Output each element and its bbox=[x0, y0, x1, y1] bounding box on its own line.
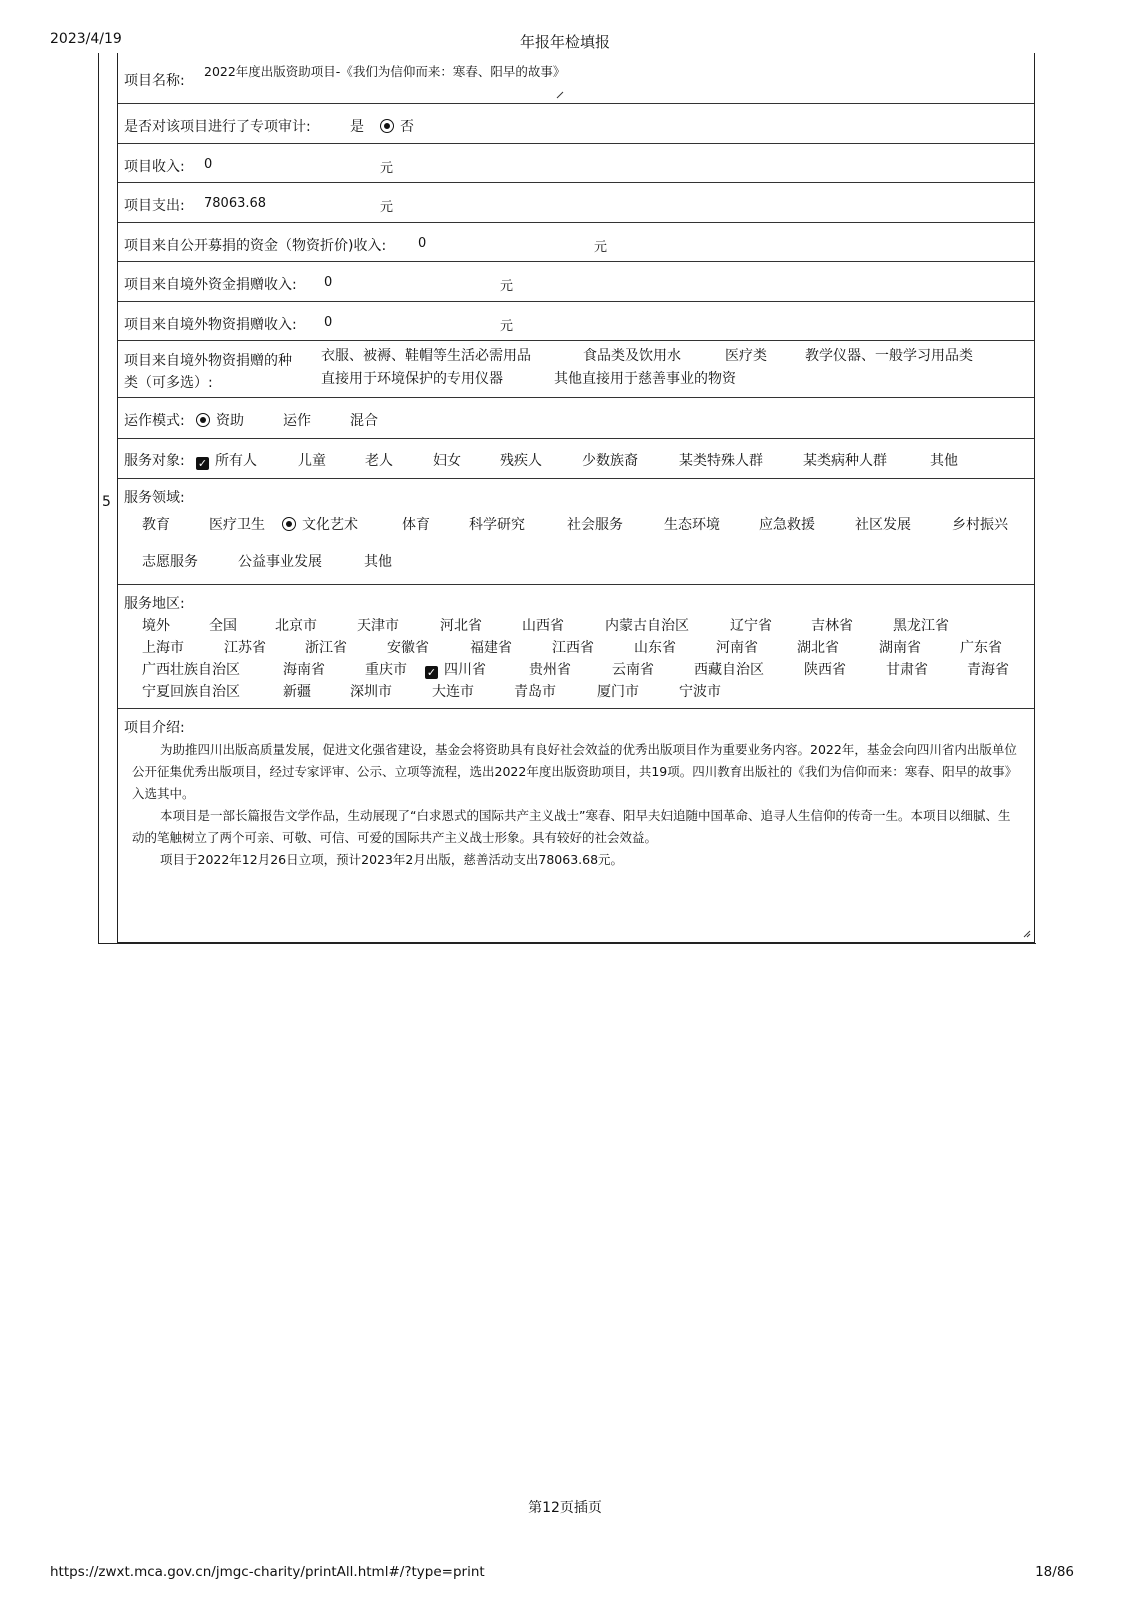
region-option[interactable]: 安徽省 bbox=[387, 640, 429, 656]
region-option[interactable]: 北京市 bbox=[275, 618, 317, 634]
foreign-fund-label: 项目来自境外资金捐赠收入: bbox=[124, 277, 297, 293]
goods-option-daily[interactable]: 衣服、被褥、鞋帽等生活必需用品 bbox=[321, 348, 531, 364]
goods-option-teaching[interactable]: 教学仪器、一般学习用品类 bbox=[805, 348, 973, 364]
region-option[interactable]: 广东省 bbox=[960, 640, 1002, 656]
region-option[interactable]: 福建省 bbox=[470, 640, 512, 656]
page-counter: 18/86 bbox=[1035, 1564, 1074, 1580]
region-option[interactable]: 湖北省 bbox=[797, 640, 839, 656]
income-unit: 元 bbox=[380, 161, 394, 176]
audit-option-no[interactable] bbox=[380, 116, 414, 136]
project-name-field[interactable]: 2022年度出版资助项目-《我们为信仰而来：寒春、阳早的故事》 bbox=[204, 64, 566, 79]
radio-selected-icon bbox=[196, 413, 210, 427]
project-name-row bbox=[118, 53, 1034, 104]
public-fund-unit: 元 bbox=[594, 240, 608, 255]
intro-paragraph-3: 项目于2022年12月26日立项，预计2023年2月出版，慈善活动支出78063.68元。 bbox=[160, 852, 624, 867]
checkbox-checked-icon: ✓ bbox=[426, 666, 437, 679]
income-label: 项目收入: bbox=[124, 159, 185, 175]
region-option[interactable]: 宁波市 bbox=[679, 684, 721, 700]
region-option[interactable]: 云南省 bbox=[612, 662, 654, 678]
region-label: 服务地区: bbox=[124, 596, 185, 612]
region-option[interactable]: 山东省 bbox=[634, 640, 676, 656]
goods-option-environment[interactable]: 直接用于环境保护的专用仪器 bbox=[321, 371, 503, 387]
mode-row bbox=[118, 398, 1034, 439]
target-option-minority[interactable]: 少数族裔 bbox=[582, 453, 638, 469]
region-option[interactable]: 辽宁省 bbox=[730, 618, 772, 634]
region-option[interactable]: 大连市 bbox=[432, 684, 474, 700]
intro-paragraph-2: 本项目是一部长篇报告文学作品，生动展现了“白求恩式的国际共产主义战士”寒春、阳早夫妇追随中国革命、追寻人生信仰的传奇一生。本项目以细腻、生动的笔触树立了两个可亲、可敬、可信、可爱的国际共产主义战士形象。具有较好的社会效益。 bbox=[132, 808, 1011, 845]
resize-handle-icon[interactable] bbox=[556, 91, 564, 99]
goods-types-row bbox=[118, 341, 1034, 398]
target-option-children[interactable]: 儿童 bbox=[298, 453, 326, 469]
target-option-special-group[interactable]: 某类特殊人群 bbox=[679, 453, 763, 469]
region-option[interactable]: 新疆 bbox=[283, 684, 311, 700]
field-option-emergency[interactable]: 应急救援 bbox=[759, 517, 815, 533]
income-row bbox=[118, 144, 1034, 183]
audit-option-no-label: 否 bbox=[400, 119, 414, 135]
region-option[interactable]: 黑龙江省 bbox=[893, 618, 949, 634]
region-option[interactable]: 内蒙古自治区 bbox=[605, 618, 689, 634]
checkbox-checked-icon: ✓ bbox=[197, 457, 208, 470]
intro-label: 项目介绍: bbox=[124, 720, 185, 736]
field-option-other[interactable]: 其他 bbox=[364, 554, 392, 570]
intro-row bbox=[118, 709, 1034, 942]
target-option-all[interactable] bbox=[196, 450, 257, 470]
field-row bbox=[118, 479, 1034, 585]
region-option[interactable]: 全国 bbox=[209, 618, 237, 634]
goods-types-label-2: 类（可多选）: bbox=[124, 375, 213, 391]
field-option-health[interactable]: 医疗卫生 bbox=[209, 517, 265, 533]
region-option[interactable]: 贵州省 bbox=[529, 662, 571, 678]
region-option[interactable]: 江西省 bbox=[552, 640, 594, 656]
field-option-sports[interactable]: 体育 bbox=[402, 517, 430, 533]
page-insert-note: 第12页插页 bbox=[528, 1500, 602, 1516]
goods-option-other[interactable]: 其他直接用于慈善事业的物资 bbox=[554, 371, 736, 387]
target-row bbox=[118, 439, 1034, 479]
field-option-social[interactable]: 社会服务 bbox=[567, 517, 623, 533]
radio-selected-icon bbox=[380, 119, 394, 133]
field-option-education[interactable]: 教育 bbox=[142, 517, 170, 533]
mode-option-fund[interactable] bbox=[196, 410, 244, 430]
region-option[interactable]: 湖南省 bbox=[879, 640, 921, 656]
foreign-fund-row bbox=[118, 262, 1034, 302]
target-option-all-label: 所有人 bbox=[215, 453, 257, 469]
foreign-goods-unit: 元 bbox=[500, 319, 514, 334]
region-option[interactable]: 西藏自治区 bbox=[694, 662, 764, 678]
region-option[interactable]: 重庆市 bbox=[365, 662, 407, 678]
target-option-disabled[interactable]: 残疾人 bbox=[500, 453, 542, 469]
foreign-goods-field[interactable]: 0 bbox=[324, 315, 333, 330]
expense-row bbox=[118, 183, 1034, 223]
expense-label: 项目支出: bbox=[124, 198, 185, 214]
mode-option-operate[interactable]: 运作 bbox=[283, 413, 311, 429]
region-option-sichuan-label: 四川省 bbox=[444, 662, 486, 678]
region-option[interactable]: 陕西省 bbox=[804, 662, 846, 678]
region-option[interactable]: 海南省 bbox=[283, 662, 325, 678]
region-option[interactable]: 甘肃省 bbox=[886, 662, 928, 678]
region-option[interactable]: 河南省 bbox=[716, 640, 758, 656]
field-option-research[interactable]: 科学研究 bbox=[469, 517, 525, 533]
field-option-ecology[interactable]: 生态环境 bbox=[664, 517, 720, 533]
intro-textarea[interactable] bbox=[132, 739, 1022, 871]
public-fund-row bbox=[118, 223, 1034, 262]
field-option-community[interactable]: 社区发展 bbox=[855, 517, 911, 533]
expense-field[interactable]: 78063.68 bbox=[204, 196, 267, 211]
radio-selected-icon bbox=[282, 517, 296, 531]
income-field[interactable]: 0 bbox=[204, 157, 213, 172]
region-row bbox=[118, 585, 1034, 709]
region-option[interactable]: 宁夏回族自治区 bbox=[142, 684, 240, 700]
foreign-fund-unit: 元 bbox=[500, 279, 514, 294]
target-option-disease-group[interactable]: 某类病种人群 bbox=[803, 453, 887, 469]
region-option[interactable]: 青岛市 bbox=[514, 684, 556, 700]
field-option-culture[interactable] bbox=[282, 514, 358, 534]
mode-label: 运作模式: bbox=[124, 413, 185, 429]
goods-option-food[interactable]: 食品类及饮用水 bbox=[583, 348, 681, 364]
field-option-rural[interactable]: 乡村振兴 bbox=[952, 517, 1008, 533]
region-option[interactable]: 深圳市 bbox=[350, 684, 392, 700]
public-fund-field[interactable]: 0 bbox=[418, 236, 427, 251]
region-option[interactable]: 厦门市 bbox=[597, 684, 639, 700]
target-option-other[interactable]: 其他 bbox=[930, 453, 958, 469]
audit-option-yes[interactable]: 是 bbox=[350, 119, 364, 135]
region-option[interactable]: 广西壮族自治区 bbox=[142, 662, 240, 678]
region-option[interactable]: 浙江省 bbox=[305, 640, 347, 656]
mode-option-fund-label: 资助 bbox=[216, 413, 244, 429]
goods-option-medical[interactable]: 医疗类 bbox=[725, 348, 767, 364]
region-option[interactable]: 吉林省 bbox=[811, 618, 853, 634]
target-label: 服务对象: bbox=[124, 453, 185, 469]
region-option[interactable]: 上海市 bbox=[142, 640, 184, 656]
audit-label: 是否对该项目进行了专项审计: bbox=[124, 119, 311, 135]
region-option-sichuan[interactable] bbox=[425, 659, 486, 679]
expense-unit: 元 bbox=[380, 200, 394, 215]
goods-types-label-1: 项目来自境外物资捐赠的种 bbox=[124, 353, 292, 369]
field-label: 服务领域: bbox=[124, 490, 185, 506]
intro-paragraph-1: 为助推四川出版高质量发展，促进文化强省建设，基金会将资助具有良好社会效益的优秀出版项目作为重要业务内容。2022年，基金会向四川省内出版单位公开征集优秀出版项目，经过专家评审、公示、立项等流程，选出2022年度出版资助项目，共19项。四川教育出版社的《我们为信仰而来：寒春、阳早的故事》入选其中。 bbox=[132, 742, 1018, 801]
region-option[interactable]: 山西省 bbox=[522, 618, 564, 634]
field-option-volunteer[interactable]: 志愿服务 bbox=[142, 554, 198, 570]
project-name-label: 项目名称: bbox=[124, 73, 185, 89]
region-option[interactable]: 天津市 bbox=[357, 618, 399, 634]
field-option-culture-label: 文化艺术 bbox=[302, 517, 358, 533]
audit-row bbox=[118, 104, 1034, 144]
target-option-elderly[interactable]: 老人 bbox=[365, 453, 393, 469]
region-option[interactable]: 青海省 bbox=[967, 662, 1009, 678]
print-date: 2023/4/19 bbox=[50, 31, 122, 47]
foreign-goods-label: 项目来自境外物资捐赠收入: bbox=[124, 317, 297, 333]
target-option-women[interactable]: 妇女 bbox=[433, 453, 461, 469]
foreign-goods-row bbox=[118, 302, 1034, 341]
page-url: https://zwxt.mca.gov.cn/jmgc-charity/printAll.html#/?type=print bbox=[50, 1564, 485, 1580]
public-fund-label: 项目来自公开募捐的资金（物资折价)收入: bbox=[124, 238, 387, 254]
region-option[interactable]: 境外 bbox=[142, 618, 170, 634]
row-number: 5 bbox=[102, 494, 111, 510]
resize-handle-icon[interactable] bbox=[1023, 930, 1031, 938]
region-option[interactable]: 河北省 bbox=[440, 618, 482, 634]
region-option[interactable]: 江苏省 bbox=[224, 640, 266, 656]
field-option-public-welfare[interactable]: 公益事业发展 bbox=[238, 554, 322, 570]
mode-option-mixed[interactable]: 混合 bbox=[350, 413, 378, 429]
page-title: 年报年检填报 bbox=[519, 33, 610, 51]
foreign-fund-field[interactable]: 0 bbox=[324, 275, 333, 290]
